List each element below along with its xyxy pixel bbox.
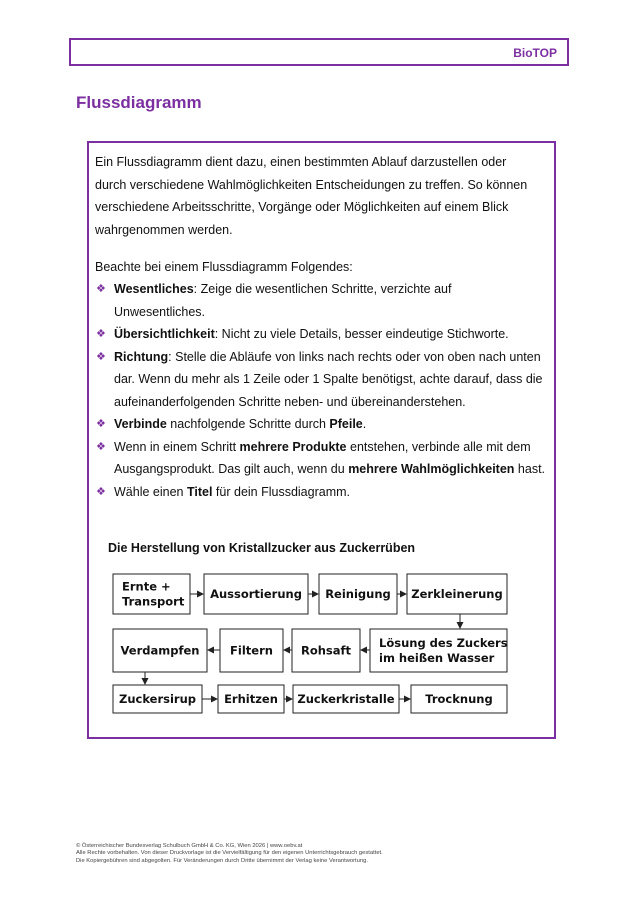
diamond-bullet-icon: ❖ — [96, 440, 106, 453]
step-label: Filtern — [230, 643, 273, 658]
step-label: Aussortierung — [210, 587, 302, 601]
footer-line: © Österreichischer Bundesverlag Schulbuch GmbH & Co. KG, Wien 2026 | www.oebv.at — [76, 843, 303, 849]
flowchart-step — [113, 685, 202, 713]
flowchart-step — [319, 574, 397, 614]
intro-paragraph: Ein Flussdiagramm dient dazu, einen bestimmten Ablauf darzustellen oder durch verschiedene Wahlmöglichkeiten Entscheidungen zu treffen. So können verschiedene Arbeitsschritte, Vorgänge oder Möglichkeiten auf einem Blick wahrgenommen werden. — [95, 155, 528, 237]
page-title: Flussdiagramm — [76, 93, 202, 112]
flowchart-step — [204, 574, 308, 614]
rule-keyword: mehrere Produkte — [239, 439, 347, 454]
flowchart-steps — [113, 574, 508, 713]
diamond-bullet-icon: ❖ — [96, 350, 106, 363]
footer-line: Die Kopiergebühren sind abgegolten. Für Veränderungen durch Dritte übernimmt der Verlag keine Verantwortung. — [76, 857, 368, 864]
flowchart-step — [411, 685, 507, 713]
rule-keyword: Titel — [186, 484, 213, 499]
step-label: Zuckersirup — [118, 692, 197, 706]
step-label: im heißen Wasser — [379, 651, 495, 665]
flowchart-step — [407, 574, 507, 614]
footer-line: Alle Rechte vorbehalten. Von dieser Druckvorlage ist die Vervielfältigung für den eigenen Unterrichtsgebrauch gestattet. — [76, 850, 383, 857]
step-label: Erhitzen — [224, 692, 278, 706]
diamond-bullet-icon: ❖ — [96, 283, 106, 295]
flowchart-step — [218, 685, 284, 713]
rule-keyword: Pfeile — [329, 417, 363, 431]
rule-text: entstehen, verbinde alle mit dem Ausgangsprodukt. Das gilt auch, wenn du — [114, 439, 531, 476]
rule-text: : Zeige die wesentlichen Schritte, verzichte auf Unwesentliches. — [114, 282, 452, 319]
rule-text: für dein Flussdiagramm. — [212, 484, 351, 499]
rule-keyword: Verbinde — [114, 417, 167, 431]
flowchart-step — [293, 685, 399, 713]
rule-text: : Nicht zu viele Details, besser eindeutige Stichworte. — [214, 327, 509, 341]
step-label: Ernte + — [122, 579, 171, 594]
step-label: Rohsaft — [300, 643, 352, 658]
step-label: Verdampfen — [120, 643, 200, 658]
step-label: Trocknung — [425, 692, 493, 706]
flowchart-title: Die Herstellung von Kristallzucker aus Zuckerrüben — [108, 541, 416, 555]
step-label: Zerkleinerung — [411, 587, 503, 601]
flowchart-step — [220, 629, 283, 672]
rule-keyword: Wesentliches — [114, 282, 194, 296]
rules-intro: Beachte bei einem Flussdiagramm Folgendes: — [95, 260, 353, 274]
rule-text: Wenn in einem Schritt — [114, 439, 240, 454]
rule-keyword: Richtung — [114, 349, 169, 364]
flowchart-step — [113, 629, 207, 672]
rule-text: Wähle einen — [114, 484, 187, 499]
rule-text: nachfolgende Schritte durch — [166, 417, 330, 431]
diamond-bullet-icon: ❖ — [96, 328, 106, 340]
rule-text: . — [362, 417, 367, 431]
step-label: Lösung des Zuckers — [379, 636, 508, 650]
rule-keyword: Übersichtlichkeit — [114, 327, 215, 341]
step-label: Transport — [122, 594, 185, 609]
flowchart-step — [113, 574, 190, 614]
flowchart-step — [370, 629, 508, 672]
step-label: Reinigung — [325, 587, 391, 601]
rule-text: : Stelle die Abläufe von links nach rechts oder von oben nach unten dar. Wenn du mehr als 1 Zeile oder 1 Spalte benötigst, achte darauf, dass die aufeinanderfolgenden Schritte neben- und übereinanderstehen. — [114, 349, 543, 409]
brand-label: BioTOP — [513, 46, 557, 60]
flowchart-step — [292, 629, 360, 672]
diamond-bullet-icon: ❖ — [96, 485, 106, 498]
rule-keyword: mehrere Wahlmöglichkeiten — [348, 462, 515, 476]
diamond-bullet-icon: ❖ — [96, 418, 106, 430]
footer — [76, 843, 383, 865]
rule-text: hast. — [514, 462, 546, 476]
step-label: Zuckerkristalle — [297, 692, 395, 706]
